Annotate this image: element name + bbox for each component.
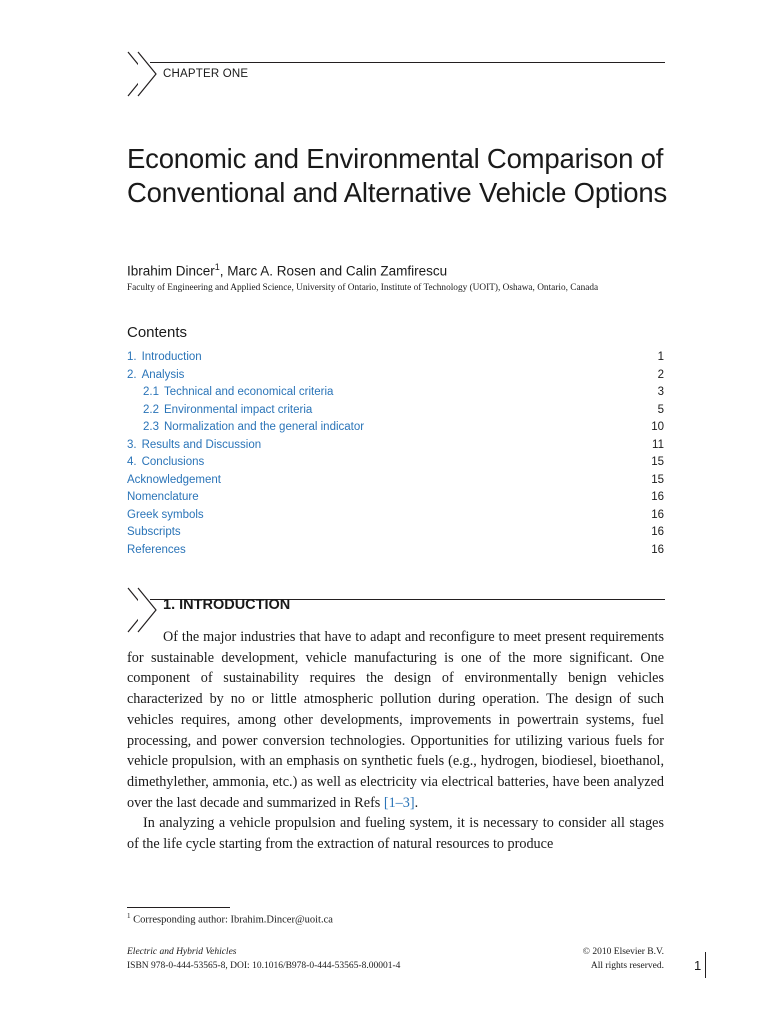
paragraph: [127, 627, 664, 813]
footnote-mark: 1: [127, 912, 131, 920]
page-number-rule: [705, 952, 706, 978]
toc-item[interactable]: [127, 439, 664, 457]
toc-item-page: 15: [651, 473, 664, 486]
rights: All rights reserved.: [590, 960, 664, 971]
author-first: Ibrahim Dincer: [127, 263, 215, 279]
toc-item[interactable]: [127, 526, 664, 544]
toc-item-label: Introduction: [141, 351, 202, 363]
chapter-chevron-icon: [124, 50, 164, 98]
toc-item-label: Greek symbols: [127, 508, 204, 521]
toc-item-number: 3.: [127, 438, 137, 451]
toc-item[interactable]: [127, 491, 664, 509]
footer-copyright: [583, 946, 664, 973]
chapter-rule: [150, 62, 665, 63]
toc-item-number: 1.: [127, 351, 137, 363]
toc-subitem[interactable]: [127, 386, 664, 404]
footnote-rule: [127, 907, 230, 908]
toc-item-label: Technical and economical criteria: [164, 386, 334, 398]
footnote-text: Corresponding author: Ibrahim.Dincer@uoit.ca: [130, 914, 333, 926]
toc-item-page: 11: [652, 438, 664, 451]
author-footnote-mark: 1: [214, 262, 220, 272]
article-title: Economic and Environmental Comparison of Conventional and Alternative Vehicle Options: [127, 143, 668, 208]
toc-item-page: 5: [657, 403, 664, 416]
toc-item-number: 2.2: [143, 403, 159, 416]
toc-item-label: Analysis: [141, 368, 185, 381]
toc-item-label: References: [127, 543, 186, 556]
toc-item-page: 16: [651, 543, 664, 556]
paragraph-text: .: [414, 794, 419, 811]
section-title: 1. INTRODUCTION: [163, 597, 291, 613]
toc-item-number: 4.: [127, 456, 137, 468]
book-title: Electric and Hybrid Vehicles: [127, 947, 237, 957]
footer-publication-info: [127, 946, 400, 973]
toc-item-label: Subscripts: [127, 526, 181, 538]
author-rest: , Marc A. Rosen and Calin Zamfirescu: [219, 263, 448, 279]
contents-title: Contents: [127, 324, 188, 341]
toc-subitem[interactable]: [127, 404, 664, 422]
toc-item-page: 10: [651, 421, 664, 433]
isbn-doi: ISBN 978-0-444-53565-8, DOI: 10.1016/B978-0-444-53565-8.00001-4: [127, 960, 401, 971]
toc-item[interactable]: [127, 544, 664, 562]
toc-item-label: Normalization and the general indicator: [164, 421, 365, 433]
toc-item-label: Nomenclature: [127, 491, 199, 503]
toc-item-number: 2.3: [143, 421, 159, 433]
toc-item-label: Conclusions: [141, 456, 205, 468]
toc-item-number: 2.: [127, 368, 137, 381]
toc-item[interactable]: [127, 351, 664, 369]
body-text: [127, 627, 664, 855]
toc-item[interactable]: [127, 509, 664, 527]
chapter-label: CHAPTER ONE: [163, 68, 249, 80]
table-of-contents: [127, 351, 664, 561]
toc-item-page: 16: [651, 526, 664, 538]
reference-link[interactable]: [1–3]: [383, 794, 415, 811]
toc-item-page: 15: [651, 456, 664, 468]
paragraph-text: Of the major industries that have to adapt and reconfigure to meet present requirements for sustainable development, vehicle manufacturing is one of the more significant. One component of sustainability requires the design of environmentally benign vehicles characterized by no or little atmospheric pollution during operation. The design of such vehicles requires, among other developments, improvements in powertrain systems, fuel processing, and power conversion technologies. Opportunities for utilizing various fuels for vehicle propulsion, with an emphasis on synthetic fuels (e.g., hydrogen, biodiesel, bioethanol, dimethylether, ammonia, etc.) as well as electricity via electrical batteries, have been analyzed over the last decade and summarized in Refs: [127, 629, 664, 811]
toc-item-page: 2: [657, 368, 664, 381]
toc-item[interactable]: [127, 456, 664, 474]
page-number: 1: [694, 958, 702, 973]
toc-item-page: 16: [651, 491, 664, 503]
toc-item-label: Environmental impact criteria: [164, 403, 313, 416]
toc-item-page: 1: [657, 351, 664, 363]
toc-item-page: 16: [651, 508, 664, 521]
copyright: © 2010 Elsevier B.V.: [582, 947, 664, 957]
authors: [127, 262, 447, 279]
footnote: [127, 912, 333, 926]
toc-item-page: 3: [657, 386, 664, 398]
toc-item-label: Acknowledgement: [127, 473, 221, 486]
toc-item-label: Results and Discussion: [141, 438, 262, 451]
toc-item-number: 2.1: [143, 386, 159, 398]
paragraph: In analyzing a vehicle propulsion and fueling system, it is necessary to consider all stages of the life cycle starting from the extraction of natural resources to produce: [127, 815, 664, 853]
affiliation: Faculty of Engineering and Applied Science, University of Ontario, Institute of Technology (UOIT), Oshawa, Ontario, Canada: [127, 283, 599, 293]
toc-subitem[interactable]: [127, 421, 664, 439]
toc-item[interactable]: [127, 474, 664, 492]
toc-item[interactable]: [127, 369, 664, 387]
